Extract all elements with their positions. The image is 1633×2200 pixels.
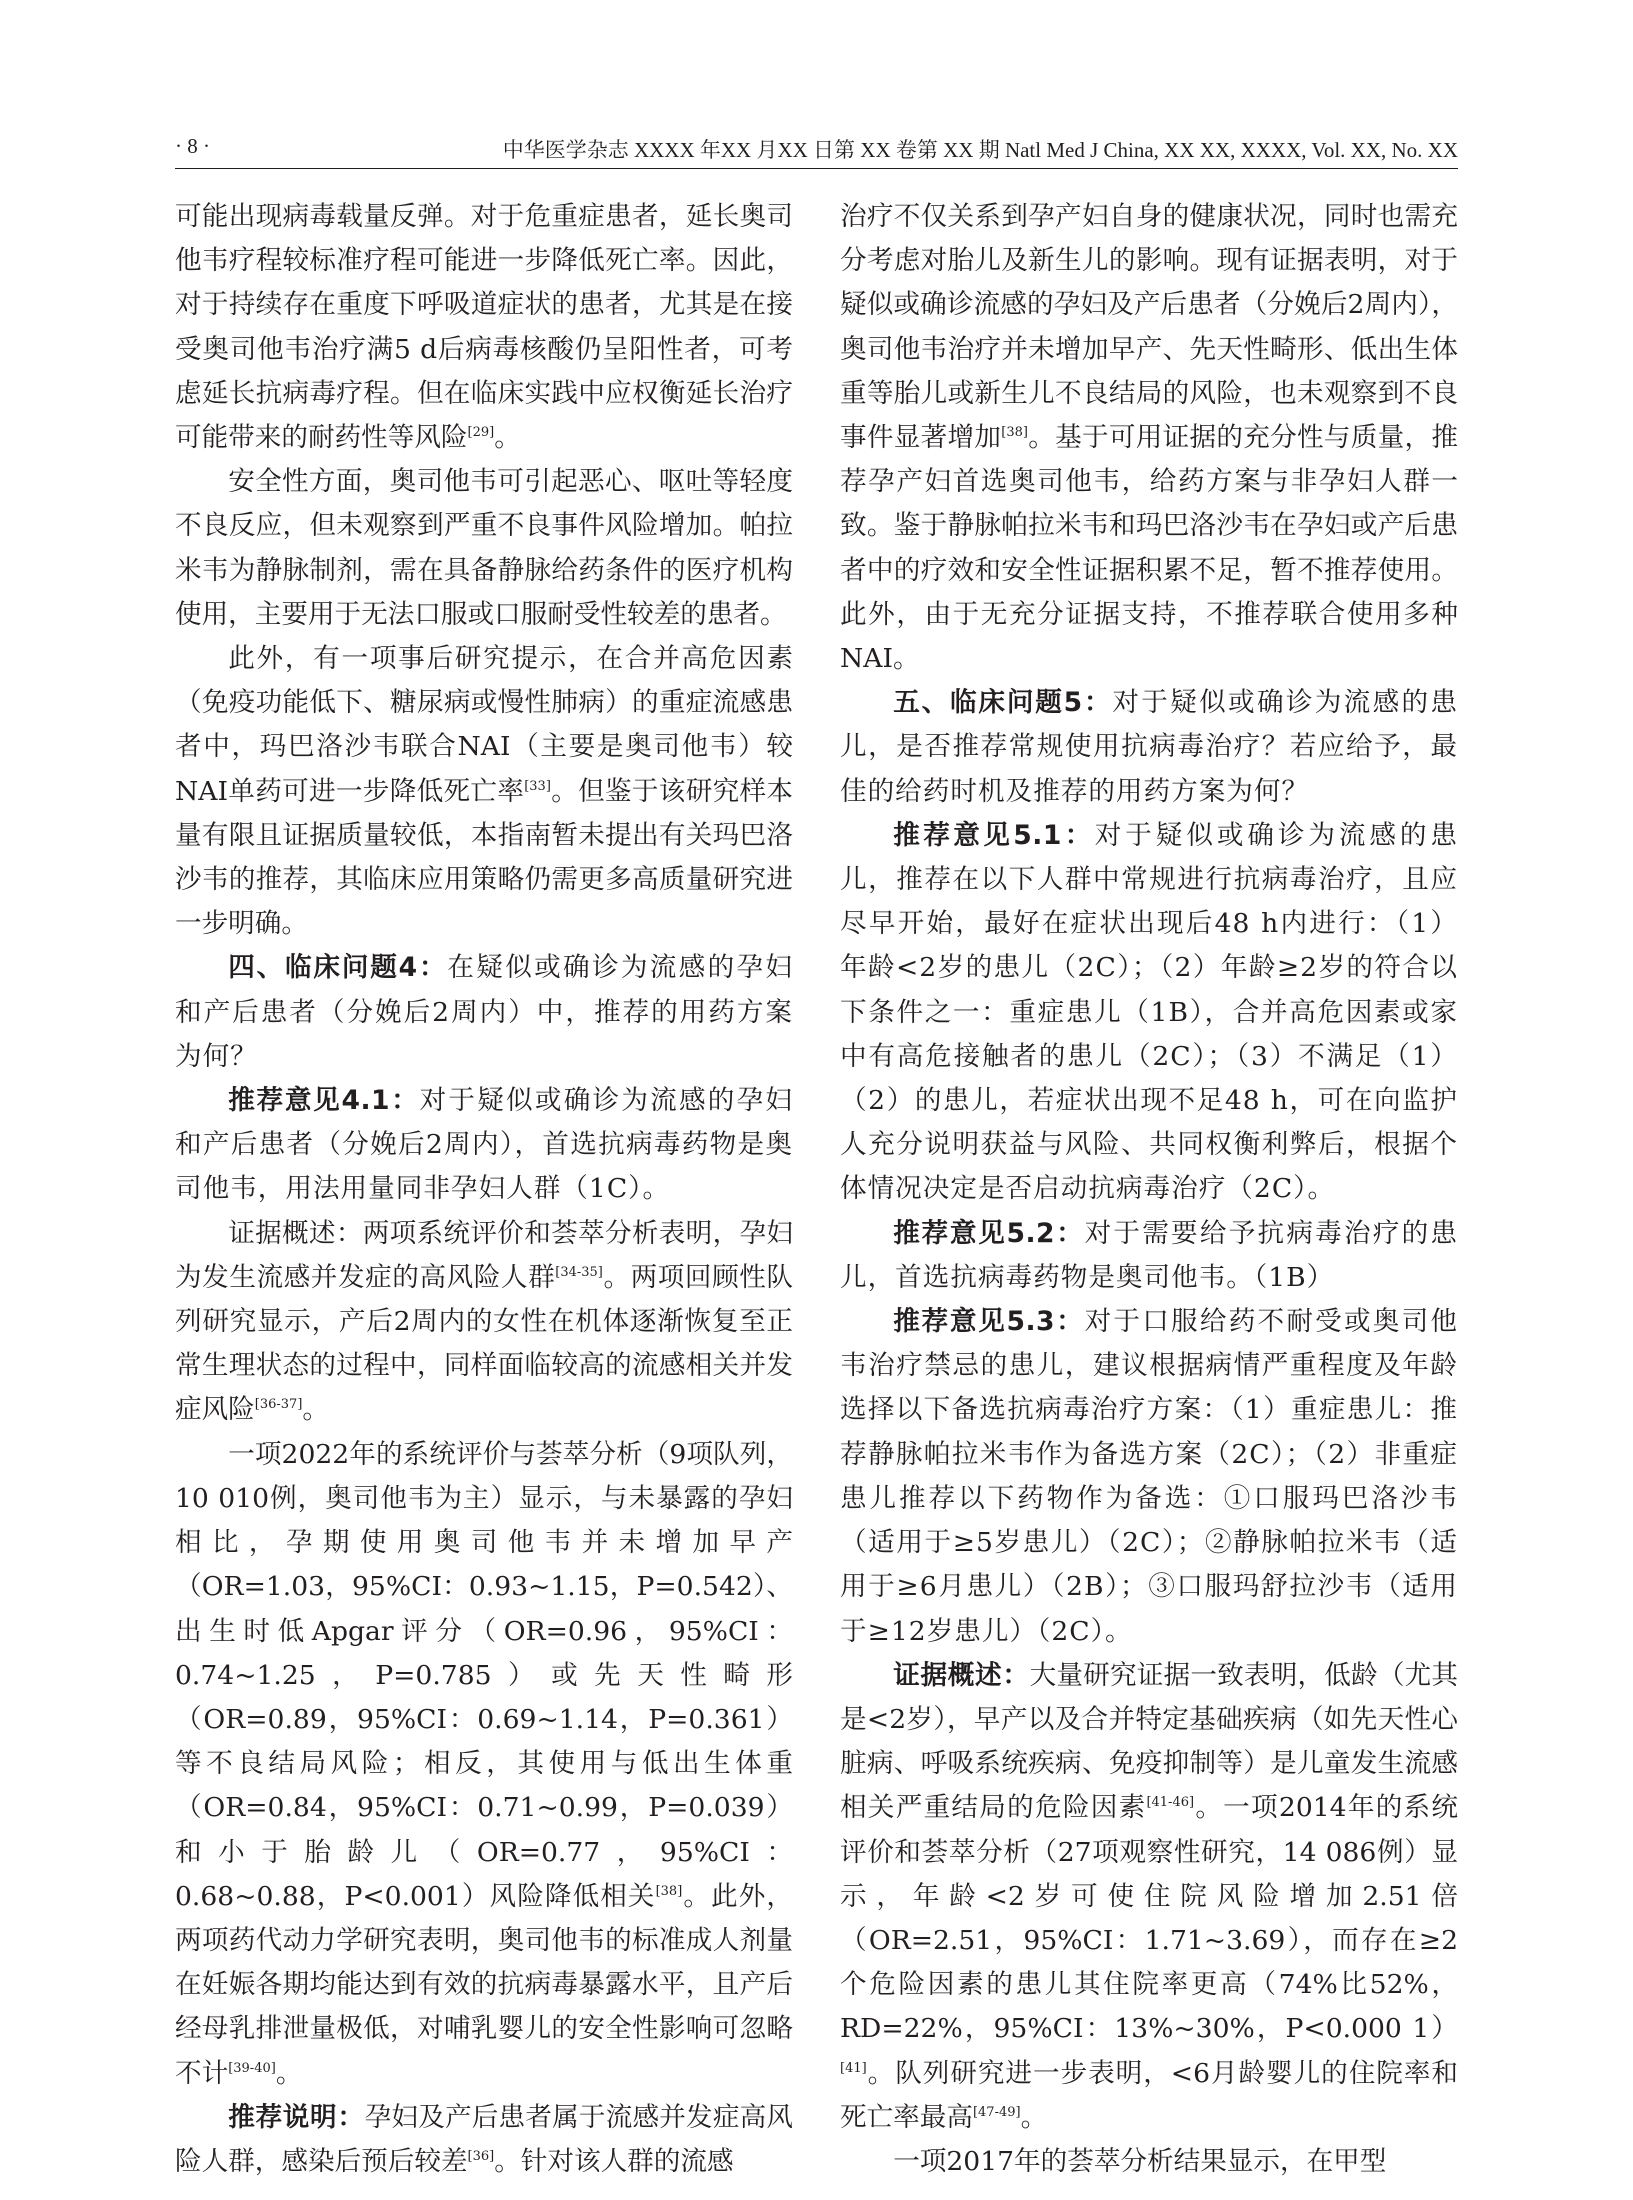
- citation: [36-37]: [254, 1397, 303, 1413]
- citation: [29]: [467, 425, 495, 441]
- running-header: [175, 134, 1458, 169]
- citation: [39-40]: [228, 2060, 276, 2076]
- paragraph-meta-analysis-2017: 一项2017年的荟萃分析结果显示，在甲型: [893, 2145, 1387, 2177]
- citation: [36]: [467, 2149, 495, 2165]
- paragraph-posthoc: 此外，有一项事后研究提示，在合并高危因素（免疫功能低下、糖尿病或慢性肺病）的重症流感患者中，玛巴洛沙韦联合NAI（主要是奥司他韦）较NAI单药可进一步降低死亡率[33]。但鉴于该研究样本量有限且证据质量较低，本指南暂未提出有关玛巴洛沙韦的推荐，其临床应用策略仍需更多高质量研究进一步明确。: [175, 643, 793, 940]
- paragraph-safety: 安全性方面，奥司他韦可引起恶心、呕吐等轻度不良反应，但未观察到严重不良事件风险增加。帕拉米韦为静脉制剂，需在具备静脉给药条件的医疗机构使用，主要用于无法口服或口服耐受性较差的患者。: [175, 466, 793, 630]
- citation: [41]: [840, 2060, 867, 2076]
- paragraph-recommendation-note: 推荐说明：孕妇及产后患者属于流感并发症高风险人群，感染后预后较差[36]。针对该人群的流感: [175, 2101, 794, 2177]
- citation: [34-35]: [555, 1265, 603, 1281]
- evidence-label: 证据概述：: [893, 1659, 1030, 1691]
- note-label: 推荐说明：: [228, 2101, 365, 2133]
- citation: [47-49]: [972, 2104, 1021, 2120]
- recommendation-label: 推荐意见4.1：: [228, 1085, 420, 1117]
- left-column: [175, 195, 793, 2184]
- recommendation-5-1: 推荐意见5.1：对于疑似或确诊为流感的患儿，推荐在以下人群中常规进行抗病毒治疗，且应尽早开始，最好在症状出现后48 h内进行：（1）年龄<2岁的患儿（2C）；（2）年龄≥2岁的符合以下条件之一：重症患儿（1B），合并高危因素或家中有高危接触者的患儿（2C）；（3）不满足（1）（2）的患儿，若症状出现不足48 h，可在向监护人充分说明获益与风险、共同权衡利弊后，根据个体情况决定是否启动抗病毒治疗（2C）。: [840, 819, 1458, 1205]
- paragraph-evidence-5: 证据概述：大量研究证据一致表明，低龄（尤其是<2岁），早产以及合并特定基础疾病（如先天性心脏病、呼吸系统疾病、免疫抑制等）是儿童发生流感相关严重结局的危险因素[41-46]。一项2014年的系统评价和荟萃分析（27项观察性研究，14 086例）显示，年龄<2岁可使住院风险增加2.51倍（OR=2.51，95%CI：1.71~3.69），而存在≥2个危险因素的患儿其住院率更高（74%比52%，RD=22%，95%CI：13%~30%，P<0.000 1）[41]。队列研究进一步表明，<6月龄婴儿的住院率和死亡率最高[47-49]。: [840, 1659, 1459, 2133]
- page-number: · 8 ·: [175, 134, 210, 158]
- paragraph-meta-analysis-2022: 一项2022年的系统评价与荟萃分析（9项队列，10 010例，奥司他韦为主）显示，与未暴露的孕妇相比，孕期使用奥司他韦并未增加早产（OR=1.03，95%CI：0.93~1.15，P=0.542）、出生时低Apgar评分（OR=0.96，95%CI：0.74~1.25，P=0.785）或先天性畸形（OR=0.89，95%CI：0.69~1.14，P=0.361）等不良结局风险；相反，其使用与低出生体重（OR=0.84，95%CI：0.71~0.99，P=0.039）和小于胎龄儿（OR=0.77，95%CI：0.68~0.88，P<0.001）风险降低相关[38]。此外，两项药代动力学研究表明，奥司他韦的标准成人剂量在妊娠各期均能达到有效的抗病毒暴露水平，且产后经母乳排泄量极低，对哺乳婴儿的安全性影响可忽略不计[39-40]。: [175, 1438, 793, 2089]
- recommendation-label: 推荐意见5.3：: [893, 1306, 1085, 1338]
- recommendation-5-3: 推荐意见5.3：对于口服给药不耐受或奥司他韦治疗禁忌的患儿，建议根据病情严重程度及年龄选择以下备选抗病毒治疗方案：（1）重症患儿：推荐静脉帕拉米韦作为备选方案（2C）；（2）非重症患儿推荐以下药物作为备选：①口服玛巴洛沙韦（适用于≥5岁患儿）（2C）；②静脉帕拉米韦（适用于≥6月患儿）（2B）；③口服玛舒拉沙韦（适用于≥12岁患儿）（2C）。: [840, 1306, 1458, 1647]
- citation: [33]: [524, 778, 551, 794]
- recommendation-label: 推荐意见5.2：: [893, 1217, 1085, 1249]
- recommendation-4-1: 推荐意见4.1：对于疑似或确诊为流感的孕妇和产后患者（分娩后2周内），首选抗病毒药物是奥司他韦，用法用量同非孕妇人群（1C）。: [175, 1085, 793, 1205]
- journal-citation: 中华医学杂志 XXXX 年XX 月XX 日第 XX 卷第 XX 期 Natl Med J China, XX XX, XXXX, Vol. XX, No. XX: [502, 138, 1458, 162]
- paragraph-evidence-4: 证据概述：两项系统评价和荟萃分析表明，孕妇为发生流感并发症的高风险人群[34-35]。两项回顾性队列研究显示，产后2周内的女性在机体逐渐恢复至正常生理状态的过程中，同样面临较高的流感相关并发症风险[36-37]。: [175, 1217, 793, 1426]
- paragraph-continuation: 可能出现病毒载量反弹。对于危重症患者，延长奥司他韦疗程较标准疗程可能进一步降低死亡率。因此，对于持续存在重度下呼吸道症状的患者，尤其是在接受奥司他韦治疗满5 d后病毒核酸仍呈阳性者，可考虑延长抗病毒疗程。但在临床实践中应权衡延长治疗可能带来的耐药性等风险[29]。: [175, 201, 793, 454]
- question-heading: 五、临床问题5：: [893, 687, 1113, 719]
- clinical-question-5: 五、临床问题5：对于疑似或确诊为流感的患儿，是否推荐常规使用抗病毒治疗？若应给予，最佳的给药时机及推荐的用药方案为何？: [840, 687, 1458, 807]
- right-column: [840, 195, 1458, 2184]
- clinical-question-4: 四、临床问题4：在疑似或确诊为流感的孕妇和产后患者（分娩后2周内）中，推荐的用药方案为何？: [175, 952, 793, 1072]
- question-heading: 四、临床问题4：: [228, 952, 448, 984]
- citation: [41-46]: [1146, 1795, 1195, 1811]
- recommendation-label: 推荐意见5.1：: [893, 819, 1095, 851]
- citation: [38]: [655, 1883, 683, 1899]
- recommendation-5-2: 推荐意见5.2：对于需要给予抗病毒治疗的患儿，首选抗病毒药物是奥司他韦。（1B）: [840, 1217, 1458, 1293]
- paragraph-continuation: 治疗不仅关系到孕产妇自身的健康状况，同时也需充分考虑对胎儿及新生儿的影响。现有证据表明，对于疑似或确诊流感的孕妇及产后患者（分娩后2周内），奥司他韦治疗并未增加早产、先天性畸形、低出生体重等胎儿或新生儿不良结局的风险，也未观察到不良事件显著增加[38]。基于可用证据的充分性与质量，推荐孕产妇首选奥司他韦，给药方案与非孕妇人群一致。鉴于静脉帕拉米韦和玛巴洛沙韦在孕妇或产后患者中的疗效和安全性证据积累不足，暂不推荐使用。此外，由于无充分证据支持，不推荐联合使用多种NAI。: [840, 201, 1459, 675]
- citation: [38]: [1001, 425, 1028, 441]
